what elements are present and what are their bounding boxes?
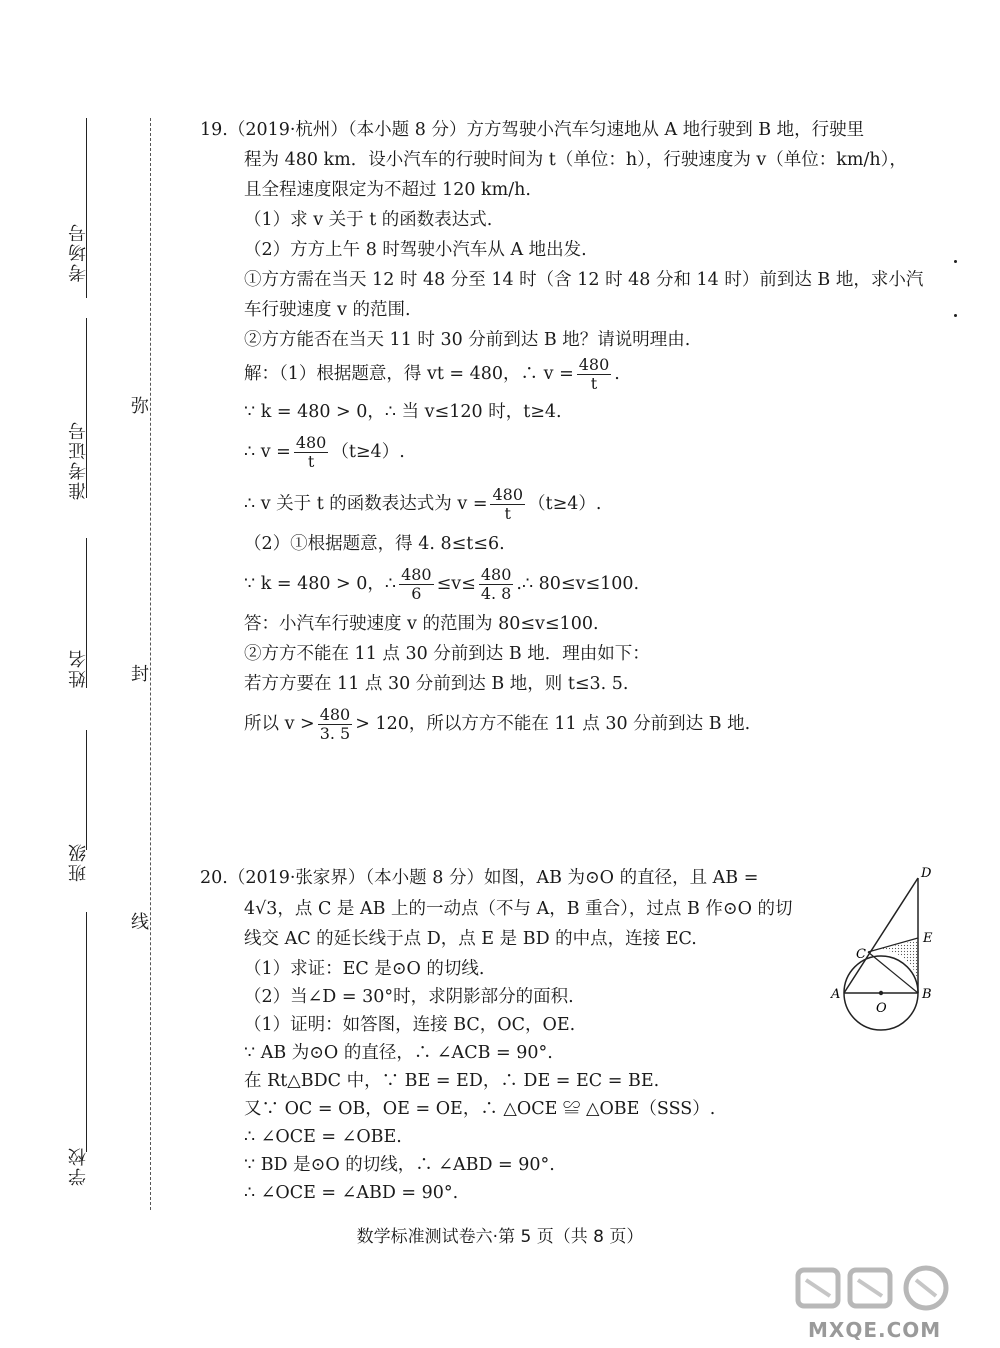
q20-proof-step: ∴ ∠OCE = ∠ABD = 90°. <box>244 1183 459 1203</box>
question-19 <box>200 116 940 756</box>
q20-proof-step: 在 Rt△BDC 中，∵ BE = ED，∴ DE = EC = BE. <box>244 1071 660 1091</box>
fraction <box>318 706 353 743</box>
solution-text: 解：（1）根据题意，得 vt = 480，∴ v = <box>244 364 574 384</box>
q20-stem-line: 线交 AC 的延长线于点 D，点 E 是 BD 的中点，连接 EC. <box>244 929 697 949</box>
solution-text: ≤v≤ <box>436 574 476 594</box>
q19-solution-step: ∵ k = 480 > 0，∴ 当 v≤120 时，t≥4. <box>244 402 562 422</box>
page-footer: 数学标准测试卷六·第 5 页（共 8 页） <box>356 1227 644 1247</box>
fraction-denominator: 6 <box>411 584 422 603</box>
solution-text: . <box>614 364 620 384</box>
q19-part-2: （2）方方上午 8 时驾驶小汽车从 A 地出发. <box>244 240 587 260</box>
q20-part-1: （1）求证：EC 是⊙O 的切线. <box>244 959 485 979</box>
q19-part-2-2: ②方方能否在当天 11 时 30 分前到达 B 地？请说明理由. <box>244 330 691 350</box>
q20-proof-step: （1）证明：如答图，连接 BC，OC，OE. <box>244 1015 576 1035</box>
admission-number-label: 准考证号 <box>68 420 89 500</box>
exam-room-label: 考场号 <box>68 222 89 282</box>
q19-solution-step <box>244 706 750 743</box>
class-label: 班级 <box>68 842 89 882</box>
label-e: E <box>923 931 933 946</box>
solution-text: ∵ k = 480 > 0，∴ <box>244 574 397 594</box>
shaded-region <box>868 940 918 992</box>
q20-part-2: （2）当∠D = 30°时，求阴影部分的面积. <box>244 987 574 1007</box>
watermark-text: MXQE.COM <box>808 1318 942 1342</box>
solution-text: （t≥4）. <box>331 442 405 462</box>
q19-solution-step <box>244 434 405 471</box>
label-a: A <box>831 987 841 1002</box>
fraction-numerator: 480 <box>295 433 327 452</box>
scan-mark <box>954 260 957 263</box>
seal-char-3: 线 <box>128 912 149 930</box>
q19-solution-step: 若方方要在 11 点 30 分前到达 B 地，则 t≤3. 5. <box>244 674 629 694</box>
q19-answer: 答：小汽车行驶速度 v 的范围为 80≤v≤100. <box>244 614 599 634</box>
fraction <box>399 566 434 603</box>
solution-text: > 120，所以方方不能在 11 点 30 分前到达 B 地. <box>355 714 751 734</box>
fraction-numerator: 480 <box>480 565 512 584</box>
q20-proof-step: ∵ BD 是⊙O 的切线，∴ ∠ABD = 90°. <box>244 1155 555 1175</box>
seal-char-2: 封 <box>128 664 149 682</box>
label-b: B <box>922 987 932 1002</box>
fraction-numerator: 480 <box>401 565 432 584</box>
name-label: 姓名 <box>68 648 89 688</box>
label-d: D <box>921 866 932 881</box>
field-line <box>86 730 87 850</box>
label-c: C <box>856 947 866 962</box>
fraction <box>479 566 514 603</box>
q19-stem-line: 且全程速度限定为不超过 120 km/h. <box>244 180 531 200</box>
solution-text: 所以 v > <box>244 714 315 734</box>
solution-text: .∴ 80≤v≤100. <box>516 574 640 594</box>
center-o-point <box>879 991 883 995</box>
school-label: 学校 <box>68 1146 89 1186</box>
fraction-denominator: 3. 5 <box>319 724 351 743</box>
q20-stem-line: 20.（2019·张家界）（本小题 8 分）如图，AB 为⊙O 的直径，且 AB = <box>200 868 759 888</box>
fraction-numerator: 480 <box>319 705 351 724</box>
binding-dashed-line <box>150 118 151 1210</box>
q19-part-2-1: ①方方需在当天 12 时 48 分至 14 时（含 12 时 48 分和 14 时）前到达 B 地，求小汽 <box>244 270 924 290</box>
solution-text: ∴ v 关于 t 的函数表达式为 v = <box>244 494 488 514</box>
fraction <box>294 434 329 471</box>
solution-text: （t≥4）. <box>528 494 602 514</box>
fraction <box>490 486 525 523</box>
fraction-denominator: 4. 8 <box>480 584 512 603</box>
fraction-numerator: 480 <box>578 355 610 374</box>
q19-solution-step <box>244 356 620 393</box>
q19-stem-line: 程为 480 km．设小汽车的行驶时间为 t（单位：h），行驶速度为 v（单位：km/h）， <box>244 150 907 170</box>
q19-part-2-1-cont: 车行驶速度 v 的范围. <box>244 300 411 320</box>
q19-solution-step: ②方方不能在 11 点 30 分前到达 B 地．理由如下： <box>244 644 650 664</box>
fraction-denominator: t <box>590 374 598 393</box>
q19-part-1: （1）求 v 关于 t 的函数表达式. <box>244 210 493 230</box>
field-line <box>86 912 87 1152</box>
scan-mark <box>954 314 957 317</box>
line-ad <box>844 878 918 993</box>
q20-stem-line: 4√3，点 C 是 AB 上的一动点（不与 A，B 重合），过点 B 作⊙O 的切 <box>244 899 793 919</box>
solution-text: ∴ v = <box>244 442 291 462</box>
q19-solution-step <box>244 566 639 603</box>
q20-proof-step: ∴ ∠OCE = ∠OBE. <box>244 1127 402 1147</box>
q19-stem-line: 19.（2019·杭州）（本小题 8 分）方方驾驶小汽车匀速地从 A 地行驶到 B 地，行驶里 <box>200 120 865 140</box>
seal-char-1: 弥 <box>128 396 149 414</box>
geometry-figure <box>828 860 948 1040</box>
fraction <box>577 356 612 393</box>
fraction-denominator: t <box>307 452 315 471</box>
fraction-numerator: 480 <box>492 485 524 504</box>
fraction-denominator: t <box>504 504 511 523</box>
label-o: O <box>876 1001 887 1016</box>
q19-solution-step: （2）①根据题意，得 4. 8≤t≤6. <box>244 534 505 554</box>
q19-solution-step <box>244 486 601 523</box>
q20-proof-step: 又∵ OC = OB，OE = OE，∴ △OCE ≌ △OBE（SSS）. <box>244 1099 716 1119</box>
q20-proof-step: ∵ AB 为⊙O 的直径，∴ ∠ACB = 90°. <box>244 1043 553 1063</box>
